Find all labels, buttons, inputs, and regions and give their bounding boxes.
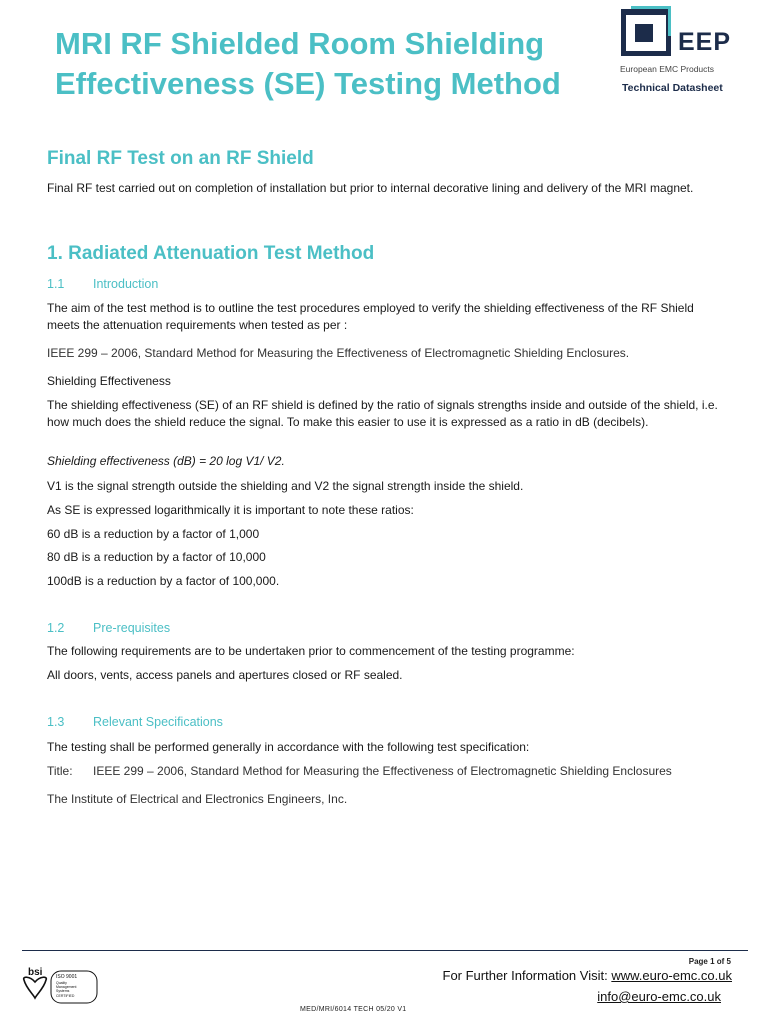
iso-sub-1: Quality — [56, 981, 67, 985]
bsi-iso-certification-badge — [18, 966, 100, 1006]
logo-text: EEP — [678, 28, 732, 56]
standard-reference: IEEE 299 – 2006, Standard Method for Measuring the Effectiveness of Electromagnetic Shielding Enclosures. — [47, 346, 630, 360]
subsection-title: Relevant Specifications — [93, 715, 223, 729]
title-line-2: Effectiveness (SE) Testing Method — [55, 66, 561, 101]
subsection-1-2-heading — [47, 621, 170, 635]
prereq-item: All doors, vents, access panels and apertures closed or RF sealed. — [47, 668, 403, 682]
iso-text: ISO 9001 — [56, 974, 78, 980]
bsi-kitemark-icon — [18, 966, 100, 1006]
subsection-1-3-heading — [47, 715, 223, 729]
document-title — [55, 24, 595, 104]
visit-label: For Further Information Visit: — [442, 968, 608, 983]
se-definition: The shielding effectiveness (SE) of an RF shield is defined by the ratio of signals strengths inside and outside of the shield, i.e. how much does the shield reduce the signal. To make this easier to use it is expressed as a ratio in dB (decibels). — [47, 398, 718, 429]
intro-heading: Final RF Test on an RF Shield — [47, 148, 314, 169]
intro-paragraph: The aim of the test method is to outline the test procedures employed to verify the shielding effectiveness of the RF Shield meets the attenuation requirements when tested as per : — [47, 301, 694, 332]
v-definition: V1 is the signal strength outside the shielding and V2 the signal strength inside the shield. — [47, 479, 524, 493]
iso-sub-4: CERTIFIED — [56, 994, 75, 998]
subsection-title: Pre-requisites — [93, 621, 171, 635]
footer-email — [597, 989, 721, 1004]
footer-visit — [443, 968, 733, 983]
iso-sub-3: Systems — [56, 989, 70, 993]
subsection-number: 1.1 — [47, 277, 65, 291]
log-note: As SE is expressed logarithmically it is important to note these ratios: — [47, 503, 414, 517]
spec-publisher: The Institute of Electrical and Electronics Engineers, Inc. — [47, 792, 348, 806]
datasheet-label: Technical Datasheet — [622, 82, 723, 94]
page-number: Page 1 of 5 — [688, 957, 731, 966]
section-1-heading: 1. Radiated Attenuation Test Method — [47, 243, 375, 264]
footer-divider — [22, 950, 748, 951]
subsection-number: 1.3 — [47, 715, 65, 729]
website-link[interactable]: www.euro-emc.co.uk — [611, 968, 732, 983]
document-reference: MED/MRI/6014 TECH 05/20 V1 — [300, 1006, 407, 1013]
subsection-1-1-heading — [47, 277, 158, 291]
spec-paragraph: The testing shall be performed generally in accordance with the following test specification: — [47, 740, 530, 754]
eep-logo-mark-icon — [621, 6, 671, 56]
spec-title-value: IEEE 299 – 2006, Standard Method for Measuring the Effectiveness of Electromagnetic Shielding Enclosures — [93, 764, 672, 778]
ratio-60db: 60 dB is a reduction by a factor of 1,000 — [47, 527, 260, 541]
title-line-1: MRI RF Shielded Room Shielding — [55, 26, 545, 61]
subsection-title: Introduction — [93, 277, 159, 291]
prereq-paragraph: The following requirements are to be undertaken prior to commencement of the testing programme: — [47, 644, 575, 658]
subsection-number: 1.2 — [47, 621, 65, 635]
logo-subtitle: European EMC Products — [620, 64, 715, 74]
ratio-80db: 80 dB is a reduction by a factor of 10,000 — [47, 550, 266, 564]
se-formula: Shielding effectiveness (dB) = 20 log V1/ V2. — [47, 454, 285, 468]
bsi-text: bsi — [28, 967, 43, 978]
iso-sub-2: Management — [56, 985, 77, 989]
company-logo — [616, 6, 748, 96]
spec-title-label: Title: — [47, 764, 73, 778]
se-label: Shielding Effectiveness — [47, 374, 171, 388]
email-link[interactable]: info@euro-emc.co.uk — [597, 989, 721, 1004]
intro-text: Final RF test carried out on completion of installation but prior to internal decorative lining and delivery of the MRI magnet. — [47, 181, 694, 195]
ratio-100db: 100dB is a reduction by a factor of 100,000. — [47, 574, 280, 588]
